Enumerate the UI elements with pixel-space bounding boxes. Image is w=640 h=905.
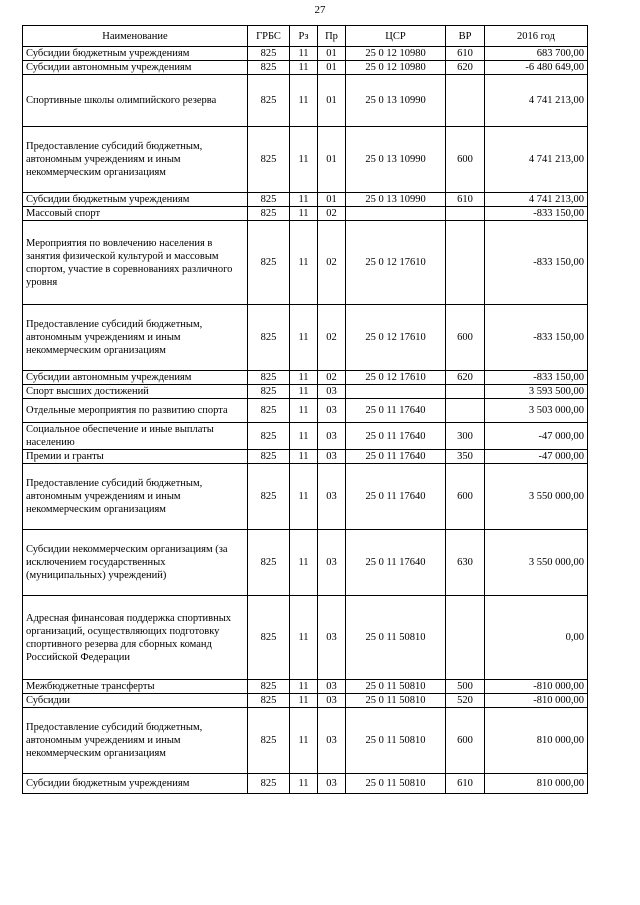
cell-rz: 11	[290, 450, 318, 464]
cell-pr: 02	[318, 221, 346, 305]
cell-grbs: 825	[248, 75, 290, 127]
table-row	[23, 47, 588, 61]
cell-amount: -810 000,00	[485, 680, 588, 694]
cell-vr	[446, 596, 485, 680]
cell-rz: 11	[290, 193, 318, 207]
cell-amount: 810 000,00	[485, 774, 588, 794]
cell-name: Субсидии	[23, 694, 248, 708]
cell-amount: 3 593 500,00	[485, 385, 588, 399]
cell-vr: 630	[446, 530, 485, 596]
cell-csr	[346, 207, 446, 221]
cell-pr: 03	[318, 399, 346, 423]
col-header-name: Наименование	[23, 26, 248, 47]
cell-vr	[446, 221, 485, 305]
cell-csr: 25 0 11 50810	[346, 694, 446, 708]
cell-name: Субсидии автономным учреждениям	[23, 61, 248, 75]
cell-vr: 300	[446, 423, 485, 450]
cell-amount: 810 000,00	[485, 708, 588, 774]
cell-pr: 03	[318, 774, 346, 794]
cell-amount: 3 503 000,00	[485, 399, 588, 423]
cell-pr: 03	[318, 530, 346, 596]
cell-vr: 350	[446, 450, 485, 464]
col-header-rz: Рз	[290, 26, 318, 47]
cell-amount: -6 480 649,00	[485, 61, 588, 75]
table-row	[23, 708, 588, 774]
table-row	[23, 680, 588, 694]
cell-rz: 11	[290, 127, 318, 193]
cell-grbs: 825	[248, 47, 290, 61]
cell-grbs: 825	[248, 207, 290, 221]
cell-grbs: 825	[248, 464, 290, 530]
cell-rz: 11	[290, 464, 318, 530]
cell-rz: 11	[290, 75, 318, 127]
cell-grbs: 825	[248, 61, 290, 75]
cell-grbs: 825	[248, 450, 290, 464]
cell-csr: 25 0 11 17640	[346, 450, 446, 464]
cell-csr	[346, 385, 446, 399]
cell-pr: 01	[318, 193, 346, 207]
table-row	[23, 371, 588, 385]
cell-vr	[446, 207, 485, 221]
cell-pr: 03	[318, 596, 346, 680]
cell-pr: 02	[318, 371, 346, 385]
table-row	[23, 399, 588, 423]
cell-name: Социальное обеспечение и иные выплаты населению	[23, 423, 248, 450]
cell-vr	[446, 75, 485, 127]
cell-grbs: 825	[248, 596, 290, 680]
cell-vr: 500	[446, 680, 485, 694]
cell-amount: 683 700,00	[485, 47, 588, 61]
cell-pr: 03	[318, 385, 346, 399]
cell-rz: 11	[290, 530, 318, 596]
cell-rz: 11	[290, 47, 318, 61]
table-row	[23, 221, 588, 305]
cell-csr: 25 0 12 17610	[346, 221, 446, 305]
cell-vr: 610	[446, 47, 485, 61]
cell-amount: -810 000,00	[485, 694, 588, 708]
cell-pr: 01	[318, 75, 346, 127]
cell-rz: 11	[290, 305, 318, 371]
cell-csr: 25 0 13 10990	[346, 193, 446, 207]
cell-amount: -833 150,00	[485, 305, 588, 371]
cell-pr: 03	[318, 680, 346, 694]
cell-grbs: 825	[248, 221, 290, 305]
cell-csr: 25 0 11 17640	[346, 423, 446, 450]
cell-grbs: 825	[248, 127, 290, 193]
table-row	[23, 305, 588, 371]
cell-pr: 03	[318, 708, 346, 774]
col-header-grbs: ГРБС	[248, 26, 290, 47]
cell-name: Межбюджетные трансферты	[23, 680, 248, 694]
cell-rz: 11	[290, 423, 318, 450]
cell-vr: 620	[446, 371, 485, 385]
col-header-year: 2016 год	[485, 26, 588, 47]
cell-grbs: 825	[248, 399, 290, 423]
col-header-pr: Пр	[318, 26, 346, 47]
cell-pr: 03	[318, 694, 346, 708]
cell-csr: 25 0 12 10980	[346, 47, 446, 61]
cell-name: Предоставление субсидий бюджетным, автономным учреждениям и иным некоммерческим организациям	[23, 708, 248, 774]
page-number: 27	[314, 4, 326, 16]
cell-name: Премии и гранты	[23, 450, 248, 464]
cell-grbs: 825	[248, 305, 290, 371]
cell-grbs: 825	[248, 694, 290, 708]
cell-name: Субсидии бюджетным учреждениям	[23, 774, 248, 794]
cell-name: Адресная финансовая поддержка спортивных организаций, осуществляющих подготовку спортивного резерва для сборных команд Российской Федерации	[23, 596, 248, 680]
table-row	[23, 423, 588, 450]
cell-vr: 610	[446, 774, 485, 794]
cell-vr: 600	[446, 127, 485, 193]
header-row	[23, 26, 588, 47]
cell-amount: -833 150,00	[485, 371, 588, 385]
cell-name: Предоставление субсидий бюджетным, автономным учреждениям и иным некоммерческим организациям	[23, 127, 248, 193]
cell-rz: 11	[290, 207, 318, 221]
table-row	[23, 385, 588, 399]
cell-name: Субсидии некоммерческим организациям (за исключением государственных (муниципальных) учреждений)	[23, 530, 248, 596]
cell-rz: 11	[290, 61, 318, 75]
table-row	[23, 450, 588, 464]
cell-csr: 25 0 12 10980	[346, 61, 446, 75]
cell-csr: 25 0 12 17610	[346, 371, 446, 385]
cell-name: Спорт высших достижений	[23, 385, 248, 399]
cell-pr: 01	[318, 47, 346, 61]
cell-vr: 610	[446, 193, 485, 207]
cell-csr: 25 0 11 50810	[346, 708, 446, 774]
cell-pr: 01	[318, 127, 346, 193]
cell-grbs: 825	[248, 193, 290, 207]
cell-name: Мероприятия по вовлечению населения в занятия физической культурой и массовым спортом, участие в соревнованиях различного уровня	[23, 221, 248, 305]
table-row	[23, 464, 588, 530]
cell-amount: 0,00	[485, 596, 588, 680]
cell-csr: 25 0 13 10990	[346, 75, 446, 127]
cell-pr: 02	[318, 207, 346, 221]
cell-name: Предоставление субсидий бюджетным, автономным учреждениям и иным некоммерческим организациям	[23, 305, 248, 371]
cell-name: Предоставление субсидий бюджетным, автономным учреждениям и иным некоммерческим организациям	[23, 464, 248, 530]
col-header-vr: ВР	[446, 26, 485, 47]
cell-name: Субсидии бюджетным учреждениям	[23, 47, 248, 61]
cell-amount: -833 150,00	[485, 207, 588, 221]
cell-grbs: 825	[248, 371, 290, 385]
cell-vr	[446, 399, 485, 423]
cell-rz: 11	[290, 221, 318, 305]
cell-amount: 4 741 213,00	[485, 193, 588, 207]
cell-pr: 03	[318, 464, 346, 530]
budget-table	[22, 25, 588, 794]
cell-pr: 03	[318, 423, 346, 450]
cell-csr: 25 0 11 50810	[346, 680, 446, 694]
cell-vr: 600	[446, 464, 485, 530]
cell-rz: 11	[290, 385, 318, 399]
cell-rz: 11	[290, 694, 318, 708]
cell-amount: -47 000,00	[485, 450, 588, 464]
cell-csr: 25 0 13 10990	[346, 127, 446, 193]
cell-amount: -833 150,00	[485, 221, 588, 305]
cell-csr: 25 0 12 17610	[346, 305, 446, 371]
table-row	[23, 61, 588, 75]
table-row	[23, 530, 588, 596]
cell-grbs: 825	[248, 680, 290, 694]
cell-vr: 620	[446, 61, 485, 75]
cell-amount: 4 741 213,00	[485, 127, 588, 193]
cell-grbs: 825	[248, 423, 290, 450]
cell-amount: 3 550 000,00	[485, 464, 588, 530]
cell-csr: 25 0 11 17640	[346, 399, 446, 423]
cell-rz: 11	[290, 680, 318, 694]
cell-amount: 3 550 000,00	[485, 530, 588, 596]
cell-vr	[446, 385, 485, 399]
table-row	[23, 127, 588, 193]
table-row	[23, 207, 588, 221]
cell-rz: 11	[290, 774, 318, 794]
cell-grbs: 825	[248, 708, 290, 774]
cell-rz: 11	[290, 399, 318, 423]
col-header-csr: ЦСР	[346, 26, 446, 47]
cell-amount: -47 000,00	[485, 423, 588, 450]
cell-grbs: 825	[248, 530, 290, 596]
table-row	[23, 596, 588, 680]
cell-vr: 600	[446, 305, 485, 371]
cell-grbs: 825	[248, 774, 290, 794]
cell-pr: 03	[318, 450, 346, 464]
cell-csr: 25 0 11 50810	[346, 774, 446, 794]
cell-name: Субсидии бюджетным учреждениям	[23, 193, 248, 207]
cell-name: Отдельные мероприятия по развитию спорта	[23, 399, 248, 423]
cell-rz: 11	[290, 371, 318, 385]
cell-vr: 520	[446, 694, 485, 708]
cell-rz: 11	[290, 596, 318, 680]
cell-name: Субсидии автономным учреждениям	[23, 371, 248, 385]
cell-csr: 25 0 11 17640	[346, 530, 446, 596]
cell-pr: 01	[318, 61, 346, 75]
cell-csr: 25 0 11 50810	[346, 596, 446, 680]
cell-csr: 25 0 11 17640	[346, 464, 446, 530]
cell-amount: 4 741 213,00	[485, 75, 588, 127]
cell-name: Спортивные школы олимпийского резерва	[23, 75, 248, 127]
table-row	[23, 193, 588, 207]
cell-rz: 11	[290, 708, 318, 774]
table-row	[23, 694, 588, 708]
cell-pr: 02	[318, 305, 346, 371]
cell-name: Массовый спорт	[23, 207, 248, 221]
table-row	[23, 75, 588, 127]
cell-vr: 600	[446, 708, 485, 774]
cell-grbs: 825	[248, 385, 290, 399]
table-row	[23, 774, 588, 794]
